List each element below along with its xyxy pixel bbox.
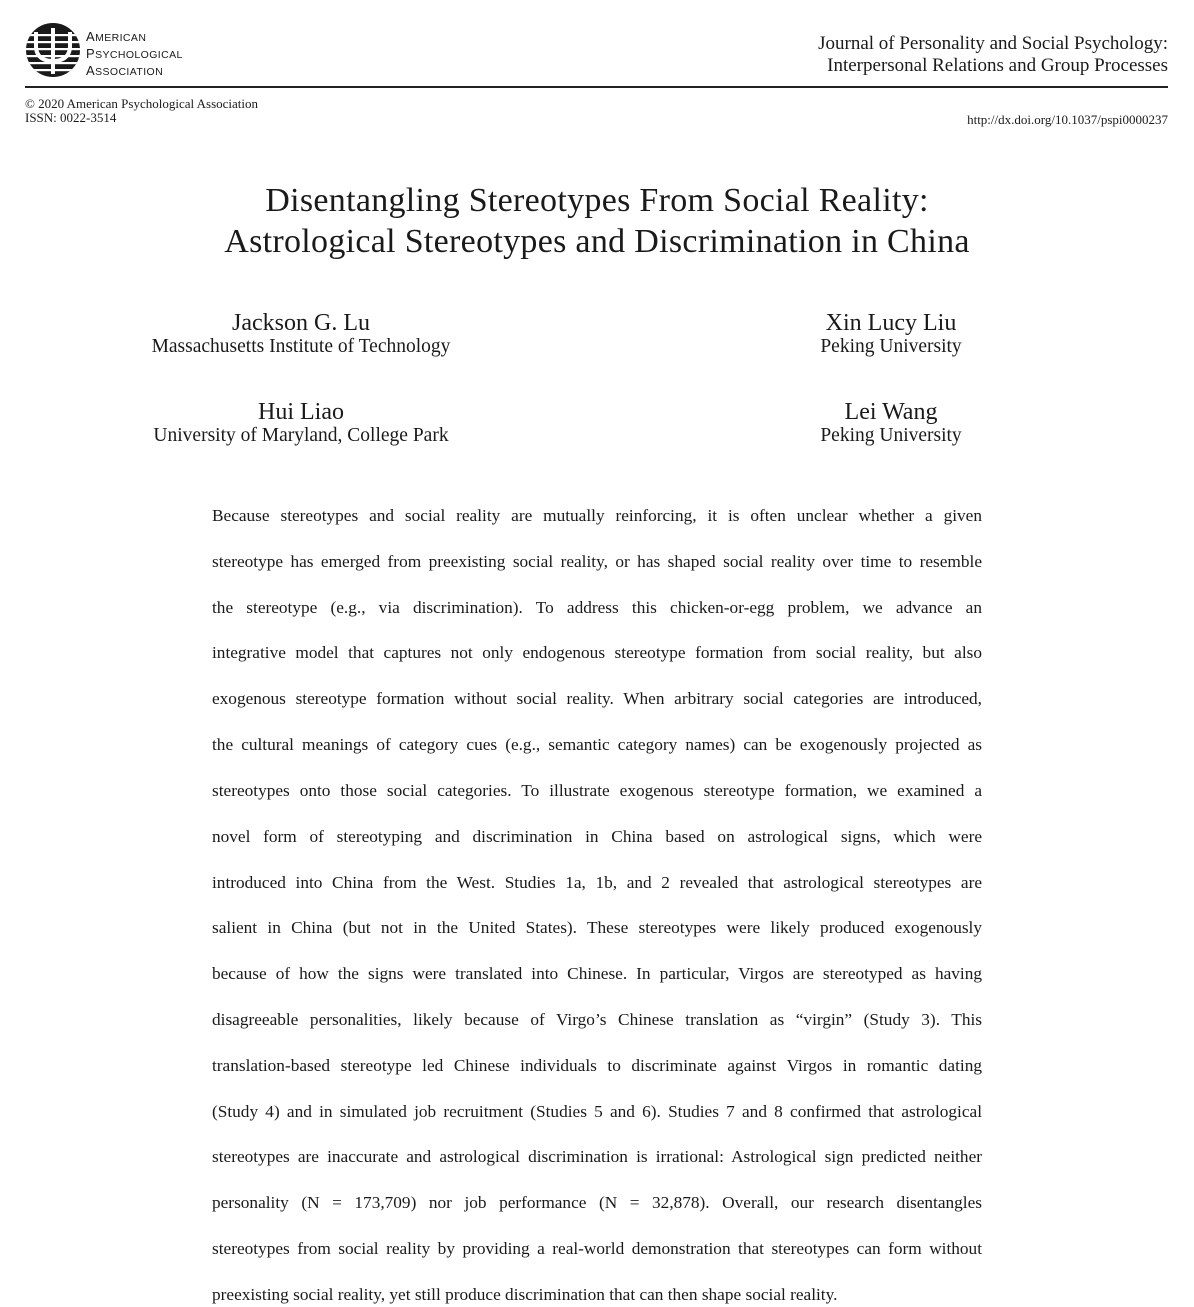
author-block — [752, 310, 1030, 358]
publisher-name-line: ASSOCIATION — [86, 63, 164, 78]
abstract-line: disagreeable personalities, likely because of Virgo’s Chinese translation as “virgin” (Study 3). This — [212, 1009, 982, 1029]
abstract-line: stereotypes are inaccurate and astrological discrimination is irrational: Astrological sign predicted neither — [212, 1147, 982, 1167]
journal-title — [818, 33, 1168, 77]
journal-title-line: Journal of Personality and Social Psychology: — [818, 33, 1168, 54]
abstract-line: salient in China (but not in the United States). These stereotypes were likely produced exogenously — [212, 918, 982, 938]
publisher-name — [86, 29, 183, 80]
title-line: Astrological Stereotypes and Discrimination in China — [224, 223, 970, 260]
abstract-line: the cultural meanings of category cues (e.g., semantic category names) can be exogenously projected as — [212, 735, 982, 755]
abstract-line: stereotypes onto those social categories. To illustrate exogenous stereotype formation, we examined a — [212, 780, 982, 800]
abstract-line: because of how the signs were translated into Chinese. In particular, Virgos are stereotyped as having — [212, 964, 982, 984]
abstract-line: preexisting social reality, yet still produce discrimination that can then shape social reality. — [212, 1284, 838, 1304]
doi-link[interactable]: http://dx.doi.org/10.1037/pspi0000237 — [967, 112, 1168, 127]
abstract-line: stereotypes from social reality by providing a real-world demonstration that stereotypes can form without — [212, 1239, 982, 1258]
author-block — [752, 399, 1030, 447]
abstract-line: introduced into China from the West. Studies 1a, 1b, and 2 revealed that astrological stereotypes are — [212, 872, 982, 892]
abstract-line: translation-based stereotype led Chinese individuals to discriminate against Virgos in romantic dating — [212, 1055, 982, 1075]
paper-title — [0, 180, 1194, 262]
apa-psi-logo-icon — [25, 22, 81, 78]
author-block — [100, 310, 502, 358]
author-affiliation: University of Maryland, College Park — [153, 425, 449, 446]
abstract-line: (Study 4) and in simulated job recruitment (Studies 5 and 6). Studies 7 and 8 confirmed that astrological — [212, 1101, 982, 1121]
abstract-line: Because stereotypes and social reality are mutually reinforcing, it is often unclear whether a given — [212, 506, 982, 525]
abstract-line: integrative model that captures not only endogenous stereotype formation from social reality, but also — [212, 643, 982, 663]
abstract-line: novel form of stereotyping and discrimination in China based on astrological signs, which were — [212, 826, 982, 846]
abstract-line: the stereotype (e.g., via discrimination). To address this chicken-or-egg problem, we advance an — [212, 597, 982, 617]
author-name: Xin Lucy Liu — [825, 310, 957, 336]
journal-title-line: Interpersonal Relations and Group Processes — [827, 55, 1168, 76]
publisher-name-line: PSYCHOLOGICAL — [86, 46, 183, 61]
copyright-notice: © 2020 American Psychological Association — [25, 96, 259, 111]
author-affiliation: Massachusetts Institute of Technology — [151, 336, 451, 357]
author-affiliation: Peking University — [820, 425, 962, 446]
author-affiliation: Peking University — [820, 336, 962, 357]
author-name: Lei Wang — [844, 399, 938, 425]
title-line: Disentangling Stereotypes From Social Reality: — [265, 182, 929, 219]
publisher-name-line: AMERICAN — [86, 29, 147, 44]
publication-meta — [25, 97, 258, 125]
author-name: Hui Liao — [258, 399, 344, 425]
journal-header — [25, 20, 1168, 88]
author-name: Jackson G. Lu — [232, 310, 370, 336]
issn: ISSN: 0022-3514 — [25, 110, 117, 125]
abstract-line: personality (N = 173,709) nor job performance (N = 32,878). Overall, our research disentangles — [212, 1193, 982, 1213]
abstract — [212, 505, 982, 1307]
abstract-line: exogenous stereotype formation without social reality. When arbitrary social categories are introduced, — [212, 689, 982, 709]
abstract-line: stereotype has emerged from preexisting social reality, or has shaped social reality over time to resemble — [212, 551, 982, 571]
author-block — [100, 399, 502, 447]
